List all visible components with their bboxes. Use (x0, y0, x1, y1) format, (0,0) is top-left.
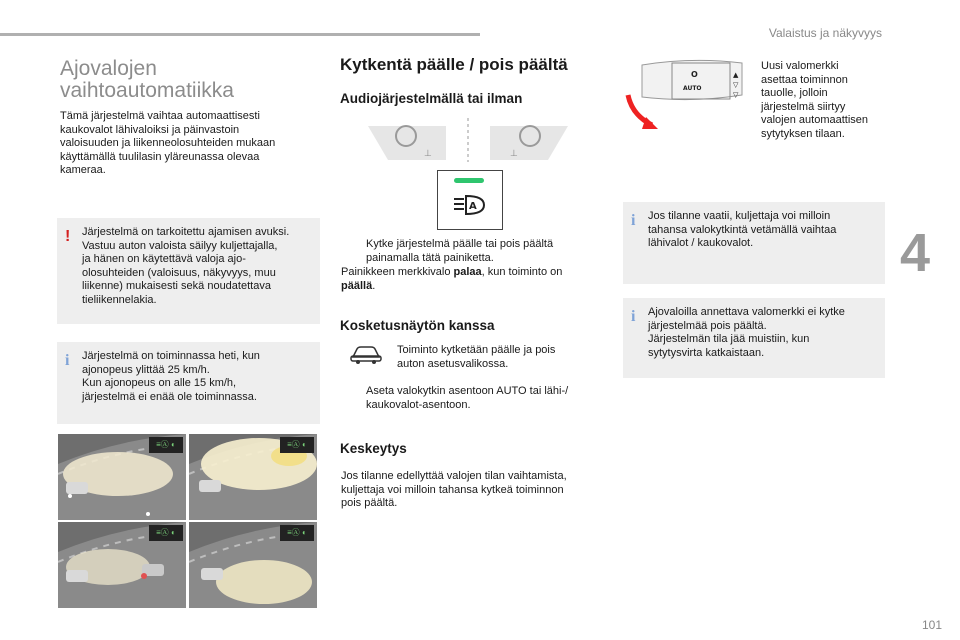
pause-text: Jos tilanne edellyttää valojen tilan vaihtamista, kuljettaja voi milloin tahansa kytkeä toiminnon pois päältä. (341, 470, 567, 509)
info-box-switch: i Jos tilanne vaatii, kuljettaja voi milloin tahansa valokytkintä vetämällä vaihtaa lähivalot / kaukovalot. (623, 202, 885, 284)
headlight-auto-icon: ≡Ⓐ ◐ (149, 525, 183, 541)
light-stalk-illustration (622, 57, 762, 137)
svg-text:⊥: ⊥ (510, 149, 518, 159)
touchscreen-text: Toiminto kytketään päälle ja pois auton asetusvalikossa. (397, 344, 556, 370)
subheading-pause: Keskeytys (340, 441, 407, 456)
section-heading-toggle: Kytkentä päälle / pois päältä (340, 55, 568, 74)
car-settings-icon (349, 343, 383, 365)
road-photo-4 (189, 522, 317, 608)
svg-text:⊥: ⊥ (424, 149, 432, 159)
road-photo-2 (189, 434, 317, 520)
subheading-audio: Audiojärjestelmällä tai ilman (340, 91, 523, 106)
stalk-off-label: O (691, 70, 698, 79)
info-icon: i (631, 308, 636, 325)
step-set-switch: Aseta valokytkin asentoon AUTO tai lähi-/ kaukovalot-asentoon. (366, 385, 569, 411)
info-box-speed: i Järjestelmä on toiminnassa heti, kun ajonopeus ylittää 25 km/h. Kun ajonopeus on alle 15 km/h, järjestelmä ei enää ole toiminnassa. (57, 342, 320, 424)
warning-icon: ! (65, 228, 71, 245)
button-indicator-lamp (454, 178, 484, 183)
headlight-auto-icon (452, 193, 488, 217)
intro-paragraph: Tämä järjestelmä vaihtaa automaattisesti kaukovalot lähivaloiksi ja päinvastoin valoisuuden ja liikenneolosuhteiden mukaan käyttämällä tuulilasin yläreunassa olevaa kameraa. (60, 110, 276, 176)
auto-headlight-button[interactable] (437, 170, 503, 230)
svg-text:▽: ▽ (733, 91, 739, 99)
svg-text:A: A (469, 201, 477, 212)
road-photo-3 (58, 522, 186, 608)
info-icon: i (631, 212, 636, 229)
info-box-memory: i Ajovaloilla annettava valomerkki ei kytke järjestelmää pois päältä. Järjestelmän tila jää muistiin, kun sytytysvirta katkaistaan. (623, 298, 885, 378)
steering-wheel-illustration (368, 118, 568, 164)
section-title: Valaistus ja näkyvyys (768, 26, 882, 40)
headlight-auto-icon: ≡Ⓐ ◐ (149, 437, 183, 453)
road-photo-1 (58, 434, 186, 520)
stalk-auto-label: AUTO (683, 85, 702, 92)
header-rule (0, 33, 480, 36)
headlight-auto-icon: ≡Ⓐ ◐ (280, 437, 314, 453)
page-title: Ajovalojen vaihtoautomatiikka (60, 57, 234, 102)
warning-box: ! Järjestelmä on tarkoitettu ajamisen avuksi. Vastuu auton valoista säilyy kuljettajalla, ja hänen on käytettävä valoja ajo- olosuhteiden (valoisuus, näkyvyys, muu liikenne) mukaisesti sekä noudatettava tieliikennelakia. (57, 218, 320, 324)
lamp-status-text: Painikkeen merkkivalo palaa, kun toiminto on päällä. (341, 266, 563, 292)
svg-text:▲: ▲ (733, 71, 739, 79)
headlight-auto-icon: ≡Ⓐ ◐ (280, 525, 314, 541)
info-icon: i (65, 352, 70, 369)
svg-text:▽: ▽ (733, 81, 739, 89)
flash-text: Uusi valomerkki asettaa toiminnon tauolle, jolloin järjestelmä siirtyy valojen automaattisen sytytyksen tilaan. (761, 60, 869, 140)
chapter-number: 4 (900, 223, 931, 283)
step-press-button: Kytke järjestelmä päälle tai pois päältä painamalla tätä painiketta. (366, 238, 554, 264)
subheading-touchscreen: Kosketusnäytön kanssa (340, 318, 495, 333)
page-number: 101 (921, 618, 942, 632)
